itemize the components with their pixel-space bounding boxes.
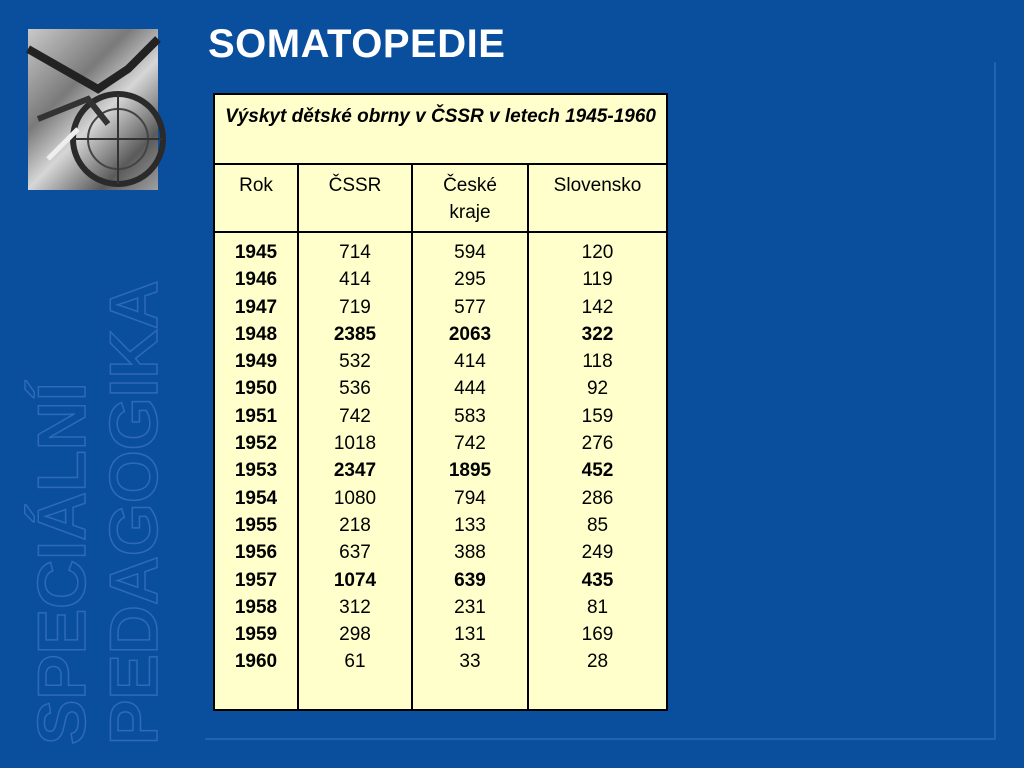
cell-cssr: 1018	[333, 433, 377, 455]
cell-ceske: 794	[454, 487, 486, 509]
cell-cssr: 2385	[333, 323, 377, 345]
cell-cssr: 298	[339, 624, 371, 646]
cell-rok: 1949	[234, 351, 278, 373]
cell-cssr: 1080	[333, 487, 377, 509]
header-cssr: ČSSR	[298, 164, 412, 232]
cell-ceske: 388	[454, 542, 486, 564]
cell-slovensko: 159	[581, 405, 614, 427]
cell-cssr: 2347	[333, 460, 377, 482]
cell-rok: 1956	[234, 542, 278, 564]
cell-rok: 1953	[234, 460, 278, 482]
cell-ceske: 1895	[448, 460, 492, 482]
cell-cssr: 414	[339, 269, 371, 291]
cell-rok: 1951	[234, 405, 278, 427]
cell-rok: 1950	[234, 378, 278, 400]
cell-rok: 1960	[234, 651, 278, 673]
cell-rok: 1952	[234, 433, 278, 455]
cell-slovensko: 452	[581, 460, 614, 482]
cell-slovensko: 435	[581, 569, 614, 591]
cell-slovensko: 322	[581, 323, 614, 345]
vertical-text-specialni: SPECIÁLNÍ	[24, 382, 100, 745]
cell-ceske: 231	[454, 596, 486, 618]
header-rok: Rok	[214, 164, 298, 232]
cell-slovensko: 92	[586, 378, 609, 400]
cell-cssr: 637	[339, 542, 371, 564]
cell-cssr: 714	[339, 242, 371, 263]
cell-cssr: 532	[339, 351, 371, 373]
cell-slovensko: 81	[586, 596, 609, 618]
cell-slovensko: 286	[581, 487, 614, 509]
cell-ceske: 33	[459, 651, 481, 673]
header-slovensko: Slovensko	[528, 164, 667, 232]
cell-ceske: 583	[454, 405, 486, 427]
cell-ceske: 295	[454, 269, 486, 291]
cell-slovensko: 120	[581, 242, 614, 263]
cell-slovensko: 142	[581, 296, 614, 318]
column-rok	[214, 232, 298, 710]
cell-cssr: 218	[339, 514, 371, 536]
cell-ceske: 639	[454, 569, 486, 591]
cell-ceske: 414	[454, 351, 486, 373]
column-slovensko	[528, 232, 667, 710]
wheelchair-photo	[28, 29, 158, 190]
cell-ceske: 594	[454, 242, 486, 263]
vertical-text-pedagogika: PEDAGOGIKA	[96, 280, 172, 745]
cell-ceske: 2063	[448, 323, 492, 345]
cell-rok: 1947	[234, 296, 278, 318]
cell-rok: 1948	[234, 323, 278, 345]
cell-rok: 1957	[234, 569, 278, 591]
header-ceske-kraje: České kraje	[412, 164, 528, 232]
cell-ceske: 131	[454, 624, 486, 646]
cell-rok: 1954	[234, 487, 278, 509]
frame-line-bottom	[205, 738, 996, 740]
cell-ceske: 577	[454, 296, 486, 318]
cell-rok: 1945	[234, 242, 278, 263]
slide-title: SOMATOPEDIE	[208, 22, 506, 66]
cell-cssr: 719	[339, 296, 371, 318]
cell-slovensko: 249	[581, 542, 614, 564]
cell-slovensko: 85	[586, 514, 609, 536]
cell-rok: 1959	[234, 624, 278, 646]
column-cssr	[298, 232, 412, 710]
cell-slovensko: 118	[582, 351, 613, 373]
cell-cssr: 536	[339, 378, 371, 400]
cell-ceske: 742	[454, 433, 486, 455]
cell-cssr: 61	[344, 651, 366, 673]
cell-ceske: 133	[454, 514, 486, 536]
cell-rok: 1946	[234, 269, 278, 291]
cell-slovensko: 119	[582, 269, 613, 291]
cell-slovensko: 169	[581, 624, 614, 646]
polio-table	[213, 93, 668, 711]
vertical-watermark	[22, 280, 172, 745]
cell-slovensko: 276	[581, 433, 614, 455]
cell-cssr: 742	[339, 405, 371, 427]
cell-cssr: 1074	[333, 569, 377, 591]
cell-slovensko: 28	[586, 651, 609, 673]
frame-line-right	[994, 62, 996, 740]
cell-rok: 1958	[234, 596, 278, 618]
cell-cssr: 312	[339, 596, 371, 618]
table-caption: Výskyt dětské obrny v ČSSR v letech 1945-1960	[214, 94, 667, 164]
cell-rok: 1955	[234, 514, 278, 536]
cell-ceske: 444	[454, 378, 486, 400]
column-ceske-kraje	[412, 232, 528, 710]
